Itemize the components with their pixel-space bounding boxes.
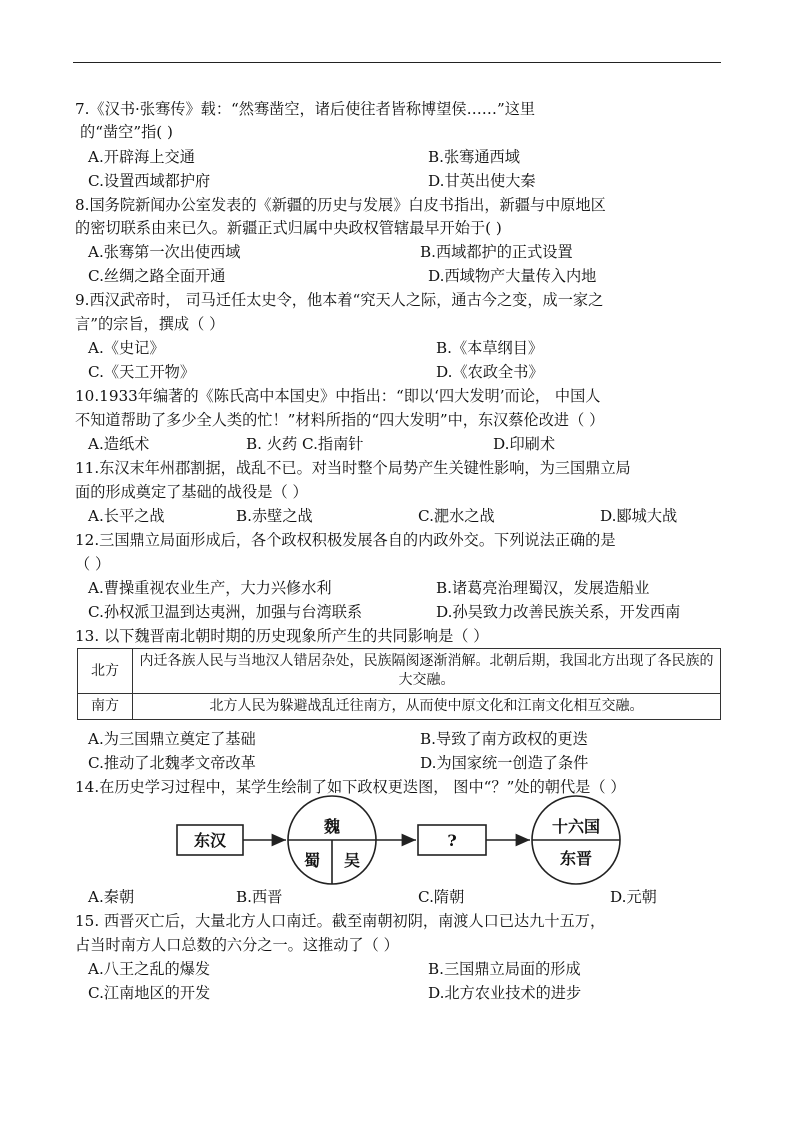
q8-option-c[interactable]: C.丝绸之路全面开通 [88, 267, 226, 285]
q14-label-question: ? [447, 831, 457, 850]
q7-stem-line2: 的“凿空”指( ) [80, 123, 173, 141]
q12-option-b[interactable]: B.诸葛亮治理蜀汉，发展造船业 [436, 579, 650, 597]
q14-label-wei: 魏 [323, 817, 341, 836]
q14-label-dongjin: 东晋 [559, 849, 593, 868]
q9-stem-line1: 9.西汉武帝时， 司马迁任太史令，他本着“究天人之际，通古今之变，成一家之 [75, 291, 604, 309]
q13-region-north: 北方 [78, 649, 133, 694]
q13-option-a[interactable]: A.为三国鼎立奠定了基础 [88, 730, 256, 748]
q14-stem: 14.在历史学习过程中，某学生绘制了如下政权更迭图， 图中“？”处的朝代是（ ） [75, 778, 626, 796]
q10-option-d[interactable]: D.印刷术 [493, 435, 556, 453]
q9-option-b[interactable]: B.《本草纲目》 [436, 339, 544, 357]
q8-stem-line1: 8.国务院新闻办公室发表的《新疆的历史与发展》白皮书指出，新疆与中原地区 [75, 196, 606, 214]
q9-option-d[interactable]: D.《农政全书》 [436, 363, 544, 381]
q10-stem-line1: 10.1933年编著的《陈氏高中本国史》中指出：“即以‘四大发明’而论， 中国人 [75, 387, 601, 405]
q14-label-sixteen-kingdoms: 十六国 [551, 817, 601, 836]
q14-option-a[interactable]: A.秦朝 [88, 888, 135, 906]
q8-option-b[interactable]: B.西域都护的正式设置 [420, 243, 573, 261]
q11-stem-line1: 11.东汉末年州郡割据，战乱不已。对当时整个局势产生关键性影响，为三国鼎立局 [75, 459, 631, 477]
q12-option-c[interactable]: C.孙权派卫温到达夷洲，加强与台湾联系 [88, 603, 363, 621]
q12-stem-line1: 12.三国鼎立局面形成后，各个政权积极发展各自的内政外交。下列说法正确的是 [75, 531, 616, 549]
q13-region-south: 南方 [78, 694, 133, 720]
q13-option-c[interactable]: C.推动了北魏孝文帝改革 [88, 754, 256, 772]
q15-stem-line1: 15. 西晋灭亡后，大量北方人口南迁。截至南朝初阴，南渡人口已达九十五万， [75, 912, 606, 930]
q7-option-b[interactable]: B.张骞通西域 [428, 148, 520, 166]
q12-option-a[interactable]: A.曹操重视农业生产，大力兴修水利 [88, 579, 332, 597]
q14-label-shu: 蜀 [303, 851, 321, 870]
q9-stem-line2: 言”的宗旨，撰成（ ） [75, 315, 225, 333]
q7-option-d[interactable]: D.甘英出使大秦 [428, 172, 536, 190]
q14-option-b[interactable]: B.西晋 [236, 888, 283, 906]
q8-option-a[interactable]: A.张骞第一次出使西域 [88, 243, 241, 261]
q14-label-wu: 吴 [343, 851, 361, 870]
q12-stem-line2: （ ） [75, 555, 111, 573]
q7-option-a[interactable]: A.开辟海上交通 [88, 148, 195, 166]
q14-option-d[interactable]: D.元朝 [610, 888, 657, 906]
q8-option-d[interactable]: D.西域物产大量传入内地 [428, 267, 597, 285]
q15-option-b[interactable]: B.三国鼎立局面的形成 [428, 960, 581, 978]
q13-stem: 13. 以下魏晋南北朝时期的历史现象所产生的共同影响是（ ） [75, 627, 489, 645]
q11-option-d[interactable]: D.郾城大战 [600, 507, 678, 525]
q10-stem-line2: 不知道帮助了多少全人类的忙！”材料所指的“四大发明”中，东汉蔡伦改进（ ） [75, 411, 605, 429]
q15-option-a[interactable]: A.八王之乱的爆发 [88, 960, 211, 978]
q14-label-donghan: 东汉 [193, 831, 227, 850]
q9-option-a[interactable]: A.《史记》 [88, 339, 165, 357]
q10-option-bc[interactable]: B. 火药 C.指南针 [246, 435, 364, 453]
q11-stem-line2: 面的形成奠定了基础的战役是（ ） [75, 483, 308, 501]
q15-stem-line2: 占当时南方人口总数的六分之一。这推动了（ ） [75, 936, 399, 954]
q7-stem-line1: 7.《汉书·张骞传》载：“然骞凿空，诸后使往者皆称博望侯……”这里 [75, 100, 536, 118]
q13-option-d[interactable]: D.为国家统一创造了条件 [420, 754, 589, 772]
q13-text-north: 内迁各族人民与当地汉人错居杂处，民族隔阂逐渐消解。北朝后期，我国北方出现了各民族的大交融。 [133, 649, 721, 694]
q11-option-b[interactable]: B.赤壁之战 [236, 507, 313, 525]
q9-option-c[interactable]: C.《天工开物》 [88, 363, 196, 381]
q10-option-a[interactable]: A.造纸术 [88, 435, 150, 453]
q15-option-c[interactable]: C.江南地区的开发 [88, 984, 211, 1002]
q13-option-b[interactable]: B.导致了南方政权的更迭 [420, 730, 588, 748]
q14-option-c[interactable]: C.隋朝 [418, 888, 465, 906]
q8-stem-line2: 的密切联系由来已久。新疆正式归属中央政权管辖最早开始于( ) [75, 219, 502, 237]
q15-option-d[interactable]: D.北方农业技术的进步 [428, 984, 582, 1002]
q11-option-a[interactable]: A.长平之战 [88, 507, 165, 525]
q12-option-d[interactable]: D.孙吴致力改善民族关系，开发西南 [436, 603, 681, 621]
q13-text-south: 北方人民为躲避战乱迁往南方，从而使中原文化和江南文化相互交融。 [133, 694, 721, 720]
q11-option-c[interactable]: C.淝水之战 [418, 507, 495, 525]
q7-option-c[interactable]: C.设置西域都护府 [88, 172, 211, 190]
